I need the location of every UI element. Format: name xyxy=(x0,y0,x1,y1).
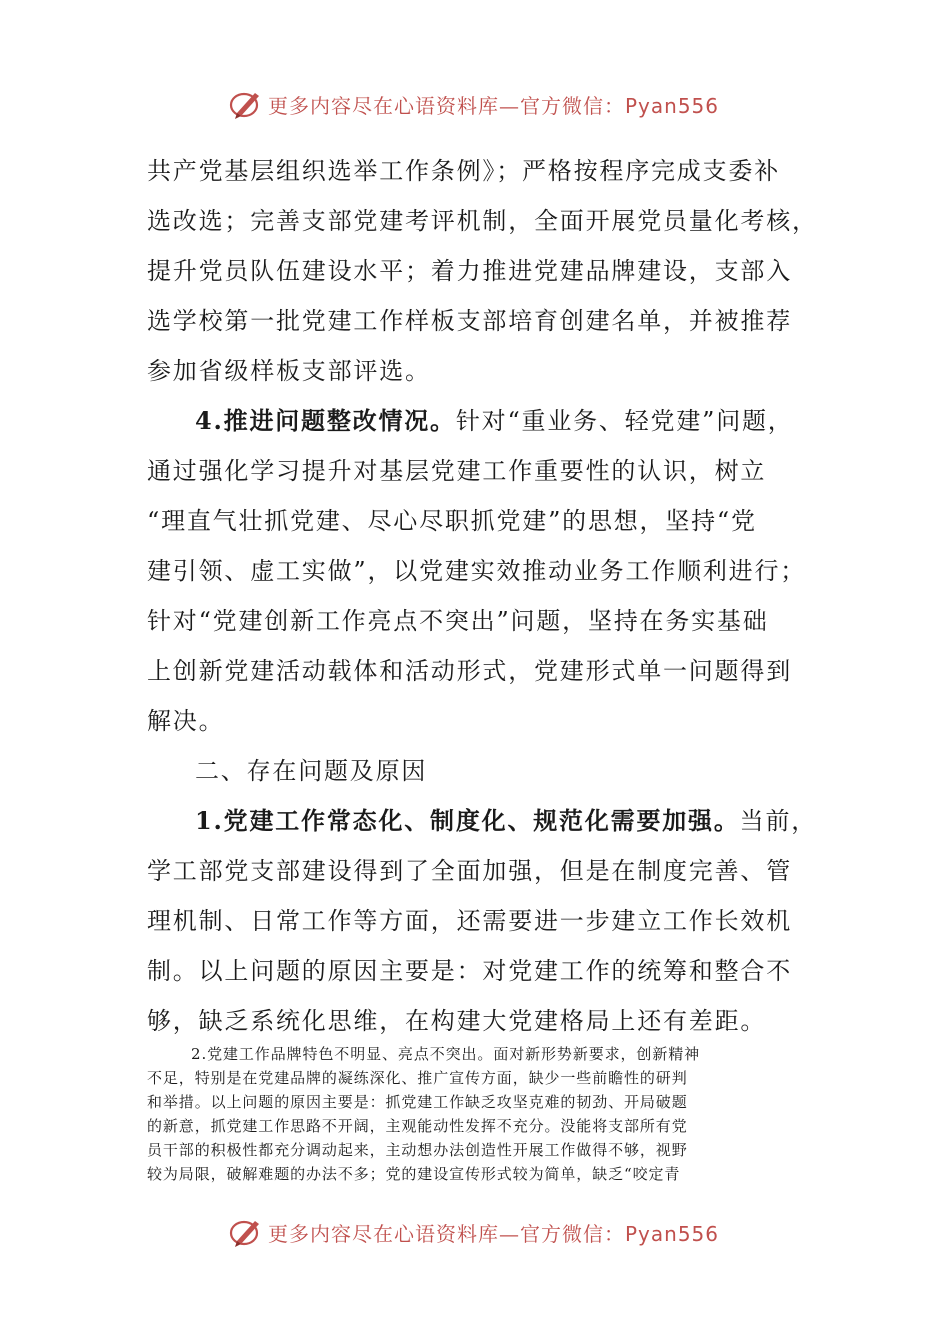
paragraph-lead-rest: 针对“重业务、轻党建”问题， xyxy=(455,407,794,435)
small-text-line: 2.党建工作品牌特色不明显、亮点不突出。面对新形势新要求，创新精神 xyxy=(191,1045,701,1063)
paragraph-first-line xyxy=(147,796,818,846)
watermark-label: 更多内容尽在心语资料库—官方微信： xyxy=(268,93,625,118)
watermark-handle: Pyan556 xyxy=(625,93,720,118)
text-line: 制。以上问题的原因主要是：对党建工作的统筹和整合不 xyxy=(147,957,792,985)
watermark-text-top xyxy=(268,90,719,119)
text-line: 参加省级样板支部评选。 xyxy=(147,357,431,385)
text-line: 选学校第一批党建工作样板支部培育创建名单，并被推荐 xyxy=(147,307,792,335)
paragraph-first-line xyxy=(147,396,807,446)
paragraph-lead-bold: 4.推进问题整改情况。 xyxy=(195,406,456,435)
pen-logo-icon xyxy=(228,1214,264,1250)
text-line: 共产党基层组织选举工作条例》；严格按程序完成支委补 xyxy=(147,157,780,185)
text-line: 选改选；完善支部党建考评机制，全面开展党员量化考核， xyxy=(147,207,818,235)
text-line: 解决。 xyxy=(147,707,225,735)
pen-logo-icon xyxy=(228,86,264,122)
document-body xyxy=(147,146,818,1046)
watermark-handle: Pyan556 xyxy=(625,1221,720,1246)
watermark-banner-bottom xyxy=(228,1212,728,1252)
text-line: “理直气壮抓党建、尽心尽职抓党建”的思想，坚持“党 xyxy=(147,507,757,535)
text-line: 理机制、日常工作等方面，还需要进一步建立工作长效机 xyxy=(147,907,792,935)
text-line: 学工部党支部建设得到了全面加强，但是在制度完善、管 xyxy=(147,857,792,885)
text-line: 通过强化学习提升对基层党建工作重要性的认识，树立 xyxy=(147,457,767,485)
small-text-line: 的新意，抓党建工作思路不开阔，主观能动性发挥不充分。没能将支部所有党 xyxy=(147,1117,688,1135)
paragraph-lead-rest: 当前， xyxy=(739,807,818,835)
small-text-line: 员干部的积极性都充分调动起来，主动想办法创造性开展工作做得不够，视野 xyxy=(147,1141,688,1159)
text-line: 够，缺乏系统化思维，在构建大党建格局上还有差距。 xyxy=(147,1007,767,1035)
small-text-line: 较为局限，破解难题的办法不多；党的建设宣传形式较为简单，缺乏“咬定青 xyxy=(147,1165,681,1183)
paragraph-lead-bold: 1.党建工作常态化、制度化、规范化需要加强。 xyxy=(195,806,740,835)
watermark-banner-top xyxy=(228,84,728,124)
text-line: 提升党员队伍建设水平；着力推进党建品牌建设，支部入 xyxy=(147,257,792,285)
small-paragraph xyxy=(147,1042,807,1186)
text-line: 针对“党建创新工作亮点不突出”问题，坚持在务实基础 xyxy=(147,607,769,635)
small-text-line: 不足，特别是在党建品牌的凝练深化、推广宣传方面，缺少一些前瞻性的研判 xyxy=(147,1069,688,1087)
watermark-text-bottom xyxy=(268,1218,719,1247)
section-heading: 二、存在问题及原因 xyxy=(195,757,428,785)
small-text-line: 和举措。以上问题的原因主要是：抓党建工作缺乏攻坚克难的韧劲、开局破题 xyxy=(147,1093,688,1111)
text-line: 建引领、虚工实做”，以党建实效推动业务工作顺利进行； xyxy=(147,557,807,585)
text-line: 上创新党建活动载体和活动形式，党建形式单一问题得到 xyxy=(147,657,792,685)
watermark-label: 更多内容尽在心语资料库—官方微信： xyxy=(268,1221,625,1246)
